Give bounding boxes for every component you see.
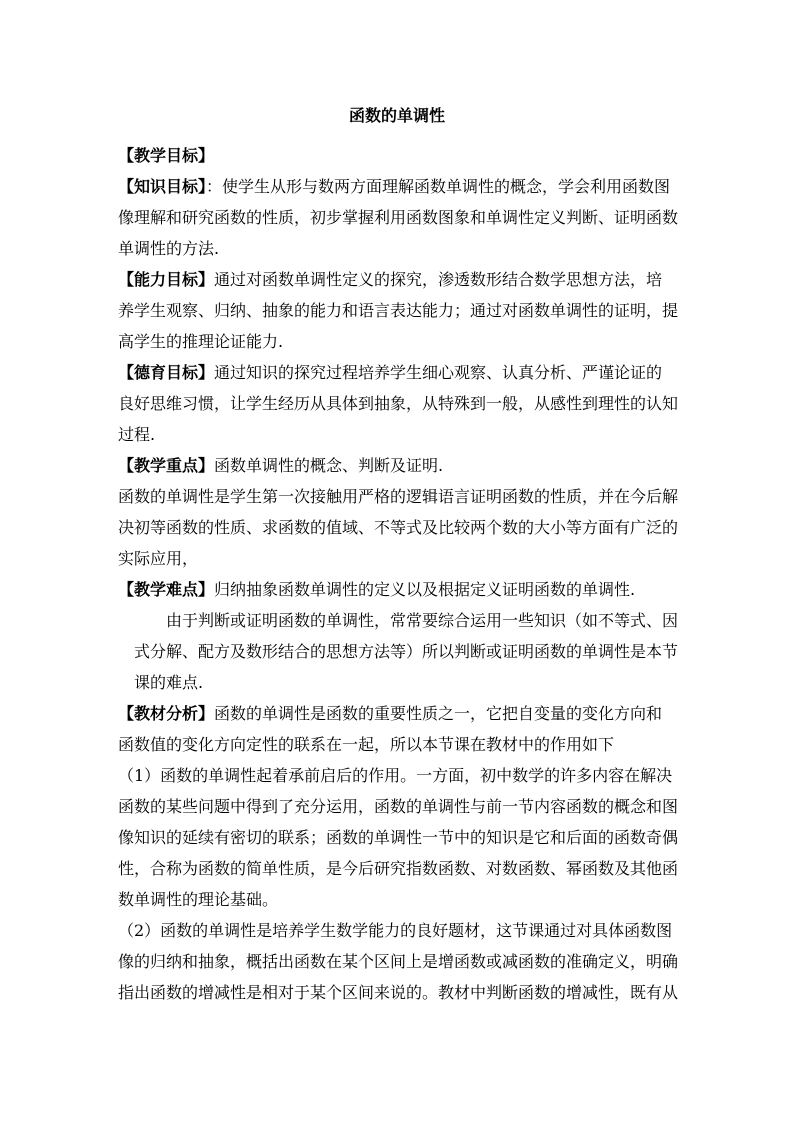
- paragraph-text: ：使学生从形与数两方面理解函数单调性的概念，学会利用函数图像理解和研究函数的性质，初步掌握利用函数图象和单调性定义判断、证明函数单调性的方法.: [118, 177, 679, 258]
- paragraph-analysis-point-2: [118, 915, 678, 1008]
- section-label: 【教学难点】: [118, 580, 215, 599]
- section-label: 【知识目标】: [118, 177, 207, 196]
- paragraph-teaching-goals: [118, 140, 678, 171]
- paragraph-text: （1）函数的单调性起着承前启后的作用。一方面，初中数学的许多内容在解决函数的某些问题中得到了充分运用，函数的单调性与前一节内容函数的概念和图像知识的延续有密切的联系；函数的单调性一节中的知识是它和后面的函数奇偶性，合称为函数的简单性质，是今后研究指数函数、对数函数、幂函数及其他函数单调性的理论基础。: [118, 766, 679, 909]
- paragraph-material-analysis: [118, 698, 678, 760]
- section-label: 【德育目标】: [118, 363, 215, 382]
- paragraph-text: 由于判断或证明函数的单调性，常常要综合运用一些知识（如不等式、因式分解、配方及数形结合的思想方法等）所以判断或证明函数的单调性是本节课的难点.: [134, 611, 679, 692]
- section-label: 【教学重点】: [118, 456, 215, 475]
- paragraph-difficulty: [118, 574, 678, 605]
- paragraph-difficulty-detail: [118, 605, 678, 698]
- section-label: 【教学目标】: [118, 146, 215, 165]
- document-title: 函数的单调性: [348, 106, 445, 125]
- paragraph-key-point: [118, 450, 678, 481]
- paragraph-key-point-detail: [118, 481, 678, 574]
- paragraph-moral-goal: [118, 357, 678, 450]
- section-label: 【教材分析】: [118, 704, 215, 723]
- paragraph-text: 函数单调性的概念、判断及证明.: [214, 456, 444, 475]
- paragraph-text: 通过对函数单调性定义的探究，渗透数形结合数学思想方法，培养学生观察、归纳、抽象的能力和语言表达能力；通过对函数单调性的证明，提高学生的推理论证能力.: [118, 270, 679, 351]
- paragraph-text: 函数的单调性是学生第一次接触用严格的逻辑语言证明函数的性质，并在今后解决初等函数的性质、求函数的值域、不等式及比较两个数的大小等方面有广泛的实际应用，: [118, 487, 679, 568]
- paragraph-ability-goal: [118, 264, 678, 357]
- paragraph-analysis-point-1: [118, 760, 678, 915]
- paragraph-text: （2）函数的单调性是培养学生数学能力的良好题材，这节课通过对具体函数图像的归纳和抽象，概括出函数在某个区间上是增函数或减函数的准确定义，明确指出函数的增减性是相对于某个区间来说的。教材中判断函数的增减性，既有从: [118, 921, 679, 1002]
- paragraph-text: 函数的单调性是函数的重要性质之一，它把自变量的变化方向和函数值的变化方向定性的联系在一起，所以本节课在教材中的作用如下: [118, 704, 663, 754]
- paragraph-knowledge-goal: [118, 171, 678, 264]
- document-body: [118, 140, 678, 1008]
- paragraph-text: 归纳抽象函数单调性的定义以及根据定义证明函数的单调性.: [214, 580, 636, 599]
- paragraph-text: 通过知识的探究过程培养学生细心观察、认真分析、严谨论证的良好思维习惯，让学生经历从具体到抽象，从特殊到一般，从感性到理性的认知过程.: [118, 363, 679, 444]
- section-label: 【能力目标】: [118, 270, 215, 289]
